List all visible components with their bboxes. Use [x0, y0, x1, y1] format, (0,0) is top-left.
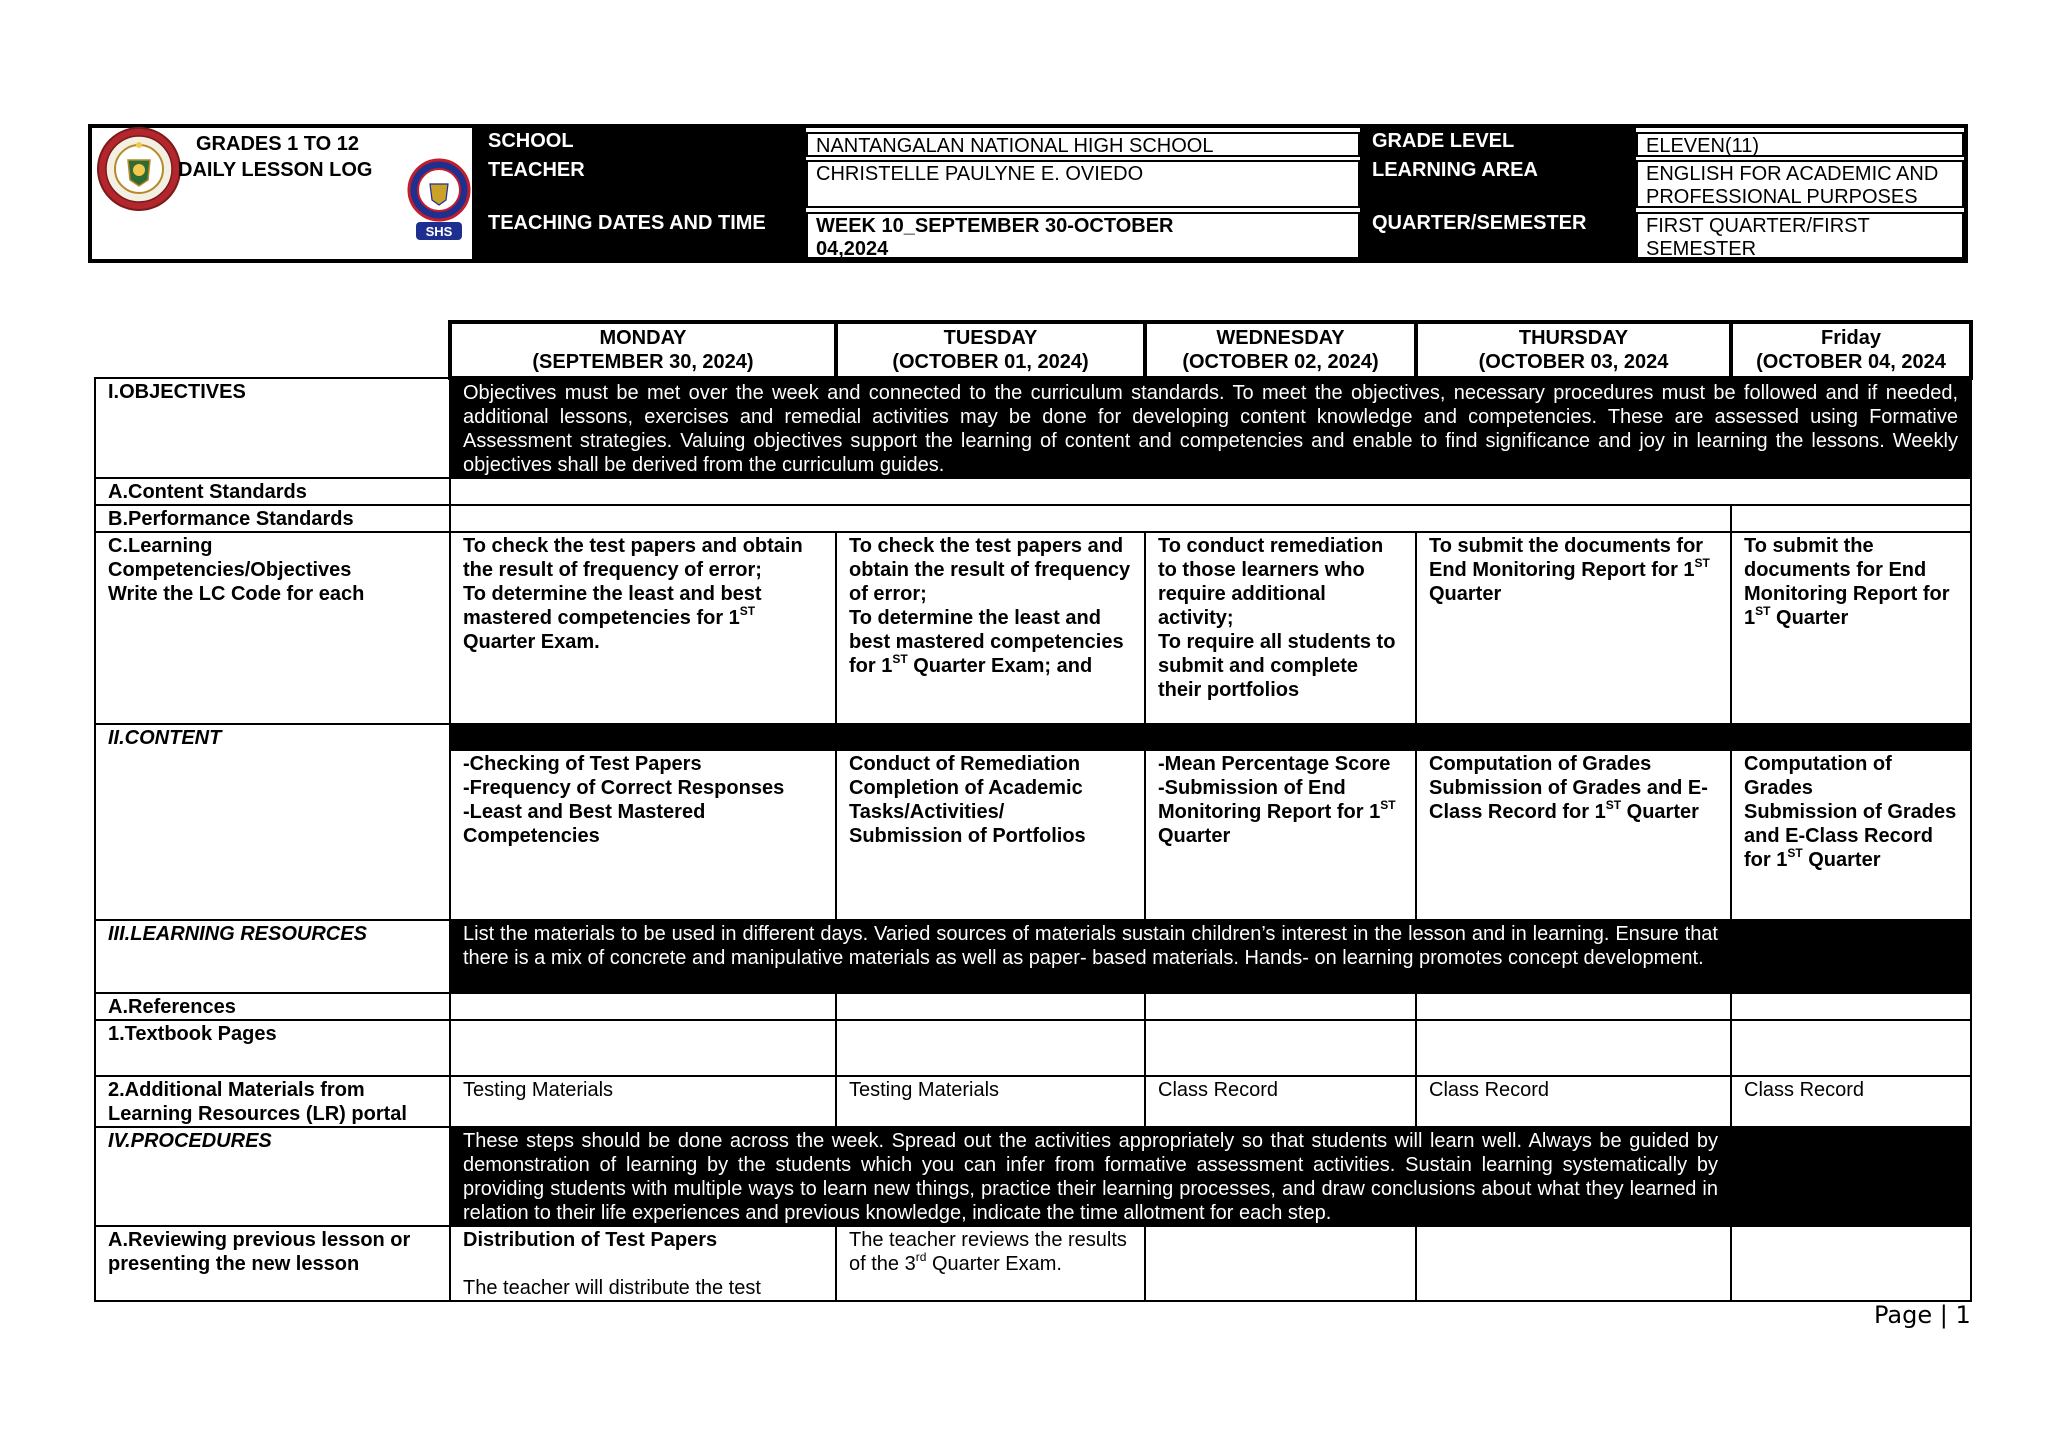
day-header-wednesday: WEDNESDAY (OCTOBER 02, 2024)	[1145, 322, 1416, 378]
references-tuesday	[836, 993, 1145, 1020]
title-cell	[92, 128, 476, 259]
day-header-tuesday: TUESDAY (OCTOBER 01, 2024)	[836, 322, 1145, 378]
objectives-label: I.OBJECTIVES	[95, 378, 450, 478]
performance-standards-label: B.Performance Standards	[95, 505, 450, 532]
content-header-row	[95, 724, 1971, 750]
references-wednesday	[1145, 993, 1416, 1020]
competencies-monday: To check the test papers and obtain the result of frequency of error; To determine the least and best mastered competencies for 1ST Quarter Exam.	[450, 532, 836, 724]
content-friday: Computation of Grades Submission of Grades and E-Class Record for 1ST Quarter	[1731, 750, 1971, 920]
content-monday: -Checking of Test Papers -Frequency of Correct Responses -Least and Best Mastered Competencies	[450, 750, 836, 920]
blank-corner	[95, 322, 450, 378]
dates-value: WEEK 10_SEPTEMBER 30-OCTOBER 04,2024	[806, 212, 1360, 259]
content-bar	[450, 724, 1971, 750]
quarter-value: FIRST QUARTER/FIRST SEMESTER	[1636, 212, 1964, 259]
reviewing-label: A.Reviewing previous lesson or presenting the new lesson	[95, 1226, 450, 1301]
reviewing-thursday	[1416, 1226, 1731, 1301]
content-label: II.CONTENT	[95, 724, 450, 920]
learning-area-value: ENGLISH FOR ACADEMIC AND PROFESSIONAL PURPOSES	[1636, 160, 1964, 208]
procedures-row	[95, 1127, 1971, 1226]
references-friday	[1731, 993, 1971, 1020]
performance-standards-friday	[1731, 505, 1971, 532]
procedures-friday	[1731, 1127, 1971, 1226]
references-monday	[450, 993, 836, 1020]
references-row	[95, 993, 1971, 1020]
title-grades: GRADES 1 TO 12	[196, 133, 360, 155]
content-thursday: Computation of Grades Submission of Grades and E-Class Record for 1ST Quarter	[1416, 750, 1731, 920]
performance-standards-row	[95, 505, 1971, 532]
dates-label: TEACHING DATES AND TIME	[476, 210, 806, 259]
references-label: A.References	[95, 993, 450, 1020]
additional-monday: Testing Materials	[450, 1076, 836, 1127]
grade-level-value: ELEVEN(11)	[1636, 132, 1964, 157]
day-header-row	[95, 322, 1971, 378]
procedures-text: These steps should be done across the week. Spread out the activities appropriately so that students will learn well. Always be guided by demonstration of learning by the students which you can infer from formative assessment activities. Sustain learning systematically by providing students with multiple ways to learn new things, practice their learning processes, and draw conclusions about what they learned in relation to their life experiences and previous knowledge, indicate the time allotment for each step.	[450, 1127, 1731, 1226]
day-header-thursday: THURSDAY (OCTOBER 03, 2024	[1416, 322, 1731, 378]
textbook-label: 1.Textbook Pages	[95, 1020, 450, 1076]
reviewing-row	[95, 1226, 1971, 1301]
school-label: SCHOOL	[476, 128, 806, 157]
objectives-text: Objectives must be met over the week and connected to the curriculum standards. To meet the objectives, necessary procedures must be followed and if needed, additional lessons, exercises and remedial activities may be done for developing content knowledge and competencies. These are assessed using Formative Assessment strategies. Valuing objectives support the learning of content and competencies and enable to find significance and joy in learning the lessons. Weekly objectives shall be derived from the curriculum guides.	[450, 378, 1971, 478]
competencies-wednesday: To conduct remediation to those learners who require additional activity; To require all students to submit and complete their portfolios	[1145, 532, 1416, 724]
page-number: Page | 1	[1874, 1301, 1971, 1329]
resources-friday	[1731, 920, 1971, 993]
objectives-row	[95, 378, 1971, 478]
deped-seal-logo	[96, 126, 182, 212]
content-wednesday: -Mean Percentage Score -Submission of End Monitoring Report for 1ST Quarter	[1145, 750, 1416, 920]
textbook-friday	[1731, 1020, 1971, 1076]
svg-text:SHS: SHS	[425, 224, 453, 239]
textbook-row	[95, 1020, 1971, 1076]
textbook-monday	[450, 1020, 836, 1076]
procedures-label: IV.PROCEDURES	[95, 1127, 450, 1226]
reviewing-monday: Distribution of Test Papers The teacher will distribute the test	[450, 1226, 836, 1301]
header-block	[88, 124, 1968, 263]
competencies-thursday: To submit the documents for End Monitoring Report for 1ST Quarter	[1416, 532, 1731, 724]
content-tuesday: Conduct of Remediation Completion of Academic Tasks/Activities/ Submission of Portfolios	[836, 750, 1145, 920]
competencies-label: C.Learning Competencies/Objectives Write the LC Code for each	[95, 532, 450, 724]
additional-friday: Class Record	[1731, 1076, 1971, 1127]
reviewing-tuesday: The teacher reviews the results of the 3rd Quarter Exam.	[836, 1226, 1145, 1301]
additional-wednesday: Class Record	[1145, 1076, 1416, 1127]
teacher-label: TEACHER	[476, 157, 806, 210]
reviewing-wednesday	[1145, 1226, 1416, 1301]
resources-text: List the materials to be used in different days. Varied sources of materials sustain children’s interest in the lesson and in learning. Ensure that there is a mix of concrete and manipulative materials as well as paper- based materials. Hands- on learning promotes concept development.	[450, 920, 1731, 993]
day-header-monday: MONDAY (SEPTEMBER 30, 2024)	[450, 322, 836, 378]
competencies-tuesday: To check the test papers and obtain the result of frequency of error; To determine the least and best mastered competencies for 1ST Quarter Exam; and	[836, 532, 1145, 724]
reviewing-friday	[1731, 1226, 1971, 1301]
additional-materials-row	[95, 1076, 1971, 1127]
teacher-value: CHRISTELLE PAULYNE E. OVIEDO	[806, 160, 1360, 208]
day-header-friday: Friday (OCTOBER 04, 2024	[1731, 322, 1971, 378]
grade-level-label: GRADE LEVEL	[1360, 128, 1636, 157]
lesson-table	[94, 320, 1973, 1302]
competencies-row	[95, 532, 1971, 724]
textbook-thursday	[1416, 1020, 1731, 1076]
quarter-label: QUARTER/SEMESTER	[1360, 210, 1636, 259]
performance-standards-value	[450, 505, 1731, 532]
textbook-wednesday	[1145, 1020, 1416, 1076]
content-standards-label: A.Content Standards	[95, 478, 450, 505]
content-standards-row	[95, 478, 1971, 505]
school-value: NANTANGALAN NATIONAL HIGH SCHOOL	[806, 132, 1360, 157]
additional-tuesday: Testing Materials	[836, 1076, 1145, 1127]
title-daily-lesson-log: DAILY LESSON LOG	[178, 159, 373, 181]
shs-logo	[406, 156, 472, 244]
additional-materials-label: 2.Additional Materials from Learning Resources (LR) portal	[95, 1076, 450, 1127]
resources-row	[95, 920, 1971, 993]
additional-thursday: Class Record	[1416, 1076, 1731, 1127]
resources-label: III.LEARNING RESOURCES	[95, 920, 450, 993]
references-thursday	[1416, 993, 1731, 1020]
textbook-tuesday	[836, 1020, 1145, 1076]
content-standards-value	[450, 478, 1971, 505]
competencies-friday: To submit the documents for End Monitoring Report for 1ST Quarter	[1731, 532, 1971, 724]
learning-area-label: LEARNING AREA	[1360, 157, 1636, 210]
